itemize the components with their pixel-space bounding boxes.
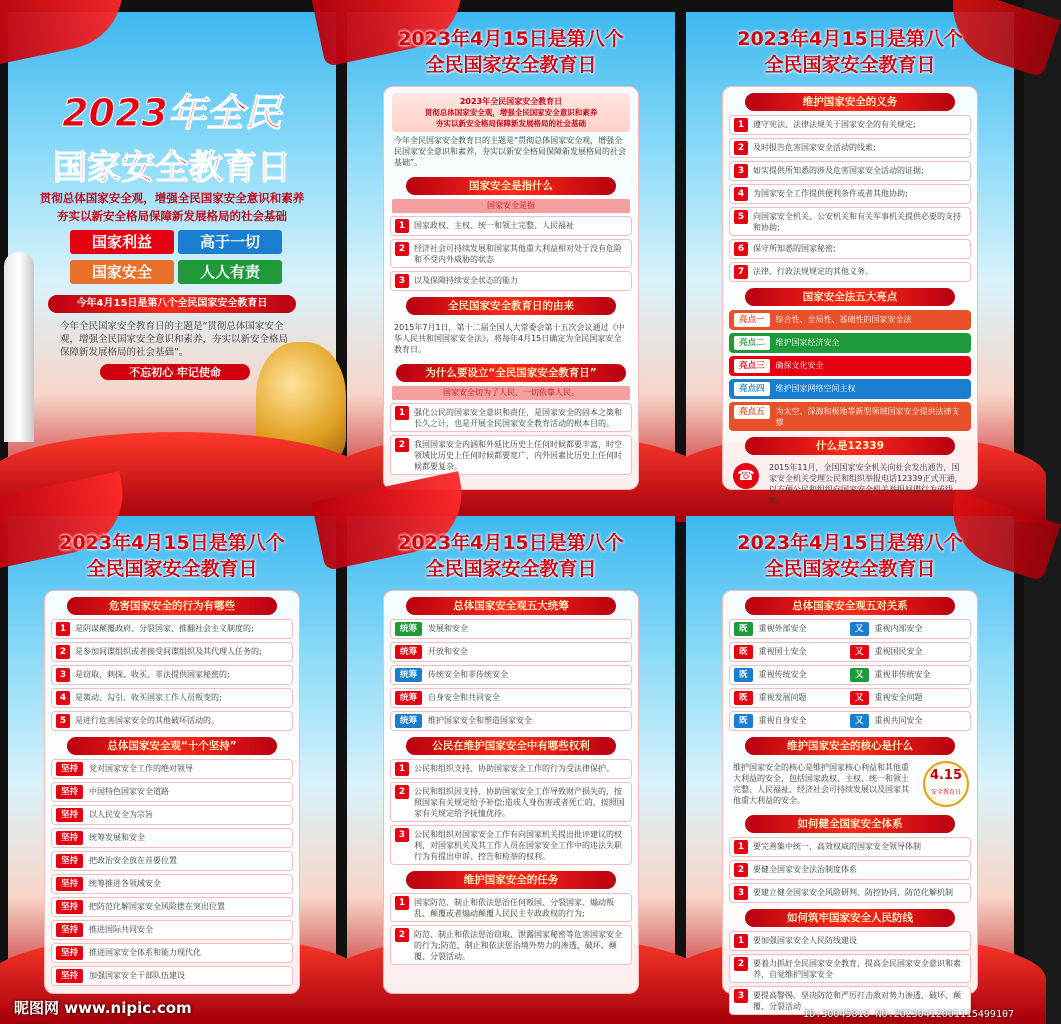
list-item — [729, 239, 971, 259]
item-text: 把防范化解国家安全风险摆在突出位置 — [89, 902, 226, 911]
item-tag: 坚持 — [56, 877, 83, 891]
list-item — [390, 435, 632, 475]
hotline-paragraph: 2015年11月，全国国家安全机关向社会发出通告，国家安全机关受理公民和组织举报电话12339正式开通，以方便公民和组织向国家安全机关举报间谍行为或线索。 — [769, 463, 963, 505]
item-text: 强化公民的国家安全意识和责任，是国家安全的固本之策和长久之计，也是开展全民国家安全教育活动的根本目的。 — [414, 408, 622, 428]
item-number: 3 — [56, 668, 70, 682]
slogan: 不忘初心 牢记使命 — [100, 364, 250, 380]
item-number: 2 — [395, 785, 409, 799]
item-number: 1 — [395, 762, 409, 776]
highlight-text: 维护国家网络空间主权 — [775, 384, 856, 393]
header-line-1: 2023年4月15日是第八个 — [737, 532, 963, 554]
item-number: 3 — [395, 274, 409, 288]
highlight-row-3 — [729, 356, 971, 376]
highlight-row-5 — [729, 402, 971, 431]
content-panel — [722, 590, 978, 1011]
theme-banner-line-3: 夯实以新安全格局保障新发展格局的社会基础 — [436, 119, 586, 128]
board-header — [347, 530, 675, 582]
item-text: 为国家安全工作提供便利条件或者其他协助; — [753, 189, 908, 198]
item-text: 以及保障持续安全状态的能力 — [414, 276, 518, 285]
section-title: 什么是12339 — [745, 437, 955, 455]
item-text: 统筹发展和安全 — [89, 833, 146, 842]
item-text: 是策动、勾引、收买国家工作人员叛变的; — [75, 693, 222, 702]
item-text: 保守所知悉的国家秘密; — [753, 244, 836, 253]
section-title: 危害国家安全的行为有哪些 — [67, 597, 277, 615]
item-tag: 坚持 — [56, 808, 83, 822]
list-item — [390, 759, 632, 779]
item-text: 推进国际共同安全 — [89, 925, 154, 934]
item-text: 是进行危害国家安全的其他破坏活动的。 — [75, 716, 219, 725]
board-header — [8, 530, 336, 582]
item-number: 1 — [395, 896, 409, 910]
item-number: 1 — [734, 840, 748, 854]
header-line-1: 2023年4月15日是第八个 — [398, 532, 624, 554]
highlight-tag: 亮点二 — [734, 336, 770, 350]
section-title: 国家安全是指什么 — [406, 177, 616, 195]
poster-board-5 — [347, 516, 675, 1004]
header-line-2: 全民国家安全教育日 — [425, 558, 597, 580]
item-number: 4 — [734, 187, 748, 201]
relation-right: 重视非传统安全 — [874, 670, 931, 679]
header-line-2: 全民国家安全教育日 — [86, 558, 258, 580]
stamp-badge — [923, 761, 969, 807]
relation-row — [729, 688, 971, 708]
list-item — [51, 897, 293, 917]
relation-row — [729, 665, 971, 685]
list-item — [390, 403, 632, 432]
item-text: 把政治安全放在首要位置 — [89, 856, 178, 865]
section-title: 总体国家安全观“十个坚持” — [67, 737, 277, 755]
item-number: 2 — [56, 645, 70, 659]
relation-right: 重视国民安全 — [874, 647, 923, 656]
section-subtitle: 国家安全是指 — [392, 199, 630, 213]
item-tag: 坚持 — [56, 831, 83, 845]
list-item — [51, 874, 293, 894]
list-item — [729, 954, 971, 983]
tag-ji: 既 — [734, 691, 753, 705]
year-title: 2023年全民 — [62, 91, 282, 135]
tag-you: 又 — [850, 691, 869, 705]
item-text: 防范、制止和依法惩治窃取、泄露国家秘密等危害国家安全的行为;防范、制止和依法惩治境外势力的渗透、破坏、颠覆、分裂活动。 — [414, 930, 622, 961]
item-number: 2 — [734, 957, 748, 971]
image-id-text: ID:30045818 NO:20230412001115499107 — [803, 1009, 1014, 1020]
tag-ji: 既 — [734, 668, 753, 682]
poster-board-6 — [686, 516, 1014, 1011]
item-number: 2 — [734, 863, 748, 877]
item-text: 自身安全和共同安全 — [428, 693, 501, 702]
list-item — [390, 271, 632, 291]
list-item — [390, 665, 632, 685]
badge-national-interest: 国家利益 — [70, 230, 174, 254]
list-item — [729, 184, 971, 204]
item-text: 国家政权、主权、统一和领土完整、人民福祉 — [414, 221, 574, 230]
tag-you: 又 — [850, 645, 869, 659]
highlight-text: 为太空、深海和极地等新型领域国家安全提供法律支撑 — [775, 407, 960, 427]
list-item — [51, 966, 293, 986]
item-tag: 统筹 — [395, 622, 422, 636]
list-item — [390, 642, 632, 662]
header-line-2: 全民国家安全教育日 — [425, 54, 597, 76]
tag-you: 又 — [850, 714, 869, 728]
section-title: 公民在维护国家安全中有哪些权利 — [406, 737, 616, 755]
item-tag: 坚持 — [56, 762, 83, 776]
item-text: 如实提供所知悉的涉及危害国家安全活动的证据; — [753, 166, 924, 175]
item-text: 中国特色国家安全道路 — [89, 787, 170, 796]
item-text: 要建立健全国家安全风险研判、防控协同、防范化解机制 — [753, 888, 953, 897]
item-text: 公民和组织支持、协助国家安全工作的行为受法律保护。 — [414, 764, 614, 773]
highlight-text: 确保文化安全 — [775, 361, 824, 370]
list-item — [729, 860, 971, 880]
item-text: 是参加间谍组织或者接受间谍组织及其代理人任务的; — [75, 647, 262, 656]
section-subtitle: 国家安全切为了人民、一切依靠人民。 — [392, 386, 630, 400]
item-tag: 统筹 — [395, 714, 422, 728]
section-title: 为什么要设立“全民国家安全教育日” — [396, 364, 626, 382]
origin-paragraph: 2015年7月1日，第十二届全国人大常委会第十五次会议通过《中华人民共和国国家安全法》，将每年4月15日确定为全民国家安全教育日。 — [394, 323, 625, 354]
item-tag: 坚持 — [56, 969, 83, 983]
theme-banner-line-1: 2023年全民国家安全教育日 — [459, 97, 563, 106]
item-tag: 统筹 — [395, 645, 422, 659]
list-item — [729, 837, 971, 857]
list-item — [729, 931, 971, 951]
item-number: 4 — [56, 691, 70, 705]
list-item — [390, 925, 632, 965]
subtitle-1: 贯彻总体国家安全观，增强全民国家安全意识和素养 — [39, 191, 305, 205]
list-item — [729, 161, 971, 181]
theme-paragraph: 今年全民国家安全教育日的主题是“贯彻总体国家安全观，增强全民国家安全意识和素养，夯实以新安全格局保障新发展格局的社会基础”。 — [60, 321, 289, 358]
section-title: 维护国家安全的任务 — [406, 871, 616, 889]
list-item — [390, 216, 632, 236]
item-number: 6 — [734, 242, 748, 256]
item-number: 2 — [734, 141, 748, 155]
section-title: 总体国家安全观五大统筹 — [406, 597, 616, 615]
badge-above-all: 高于一切 — [178, 230, 282, 254]
badge-national-security: 国家安全 — [70, 260, 174, 284]
section-title: 如何筑牢国家安全人民防线 — [745, 909, 955, 927]
item-number: 1 — [395, 219, 409, 233]
item-tag: 统筹 — [395, 668, 422, 682]
item-text: 是阴谋颠覆政府、分裂国家、推翻社会主义制度的; — [75, 624, 254, 633]
item-text: 国家防范、制止和依法惩治任何叛国、分裂国家、煽动叛乱、颠覆或者煽动颠覆人民民主专政政权的行为; — [414, 898, 614, 918]
list-item — [729, 883, 971, 903]
item-number: 1 — [734, 118, 748, 132]
list-item — [51, 920, 293, 940]
item-text: 经济社会可持续发展和国家其他重大利益相对处于没有危险和不受内外威胁的状态 — [414, 244, 622, 264]
relation-right: 重视共同安全 — [874, 716, 923, 725]
item-text: 以人民安全为宗旨 — [89, 810, 154, 819]
item-number: 1 — [734, 934, 748, 948]
header-line-1: 2023年4月15日是第八个 — [737, 28, 963, 50]
relation-left: 重视外部安全 — [758, 624, 807, 633]
list-item — [51, 759, 293, 779]
item-text: 党对国家安全工作的绝对领导 — [89, 764, 194, 773]
item-number: 3 — [734, 164, 748, 178]
item-text: 发展和安全 — [428, 624, 469, 633]
item-text: 要着力抓好全民国家安全教育，提高全民国家安全意识和素养，自觉维护国家安全 — [753, 959, 961, 979]
stamp-caption: 安全教育日 — [930, 789, 961, 796]
item-number: 2 — [395, 242, 409, 256]
item-number: 2 — [395, 928, 409, 942]
item-text: 要健全国家安全法治制度体系 — [753, 865, 857, 874]
list-item — [51, 688, 293, 708]
badge-everyone-responsible: 人人有责 — [178, 260, 282, 284]
highlight-row-4 — [729, 379, 971, 399]
highlight-tag: 亮点四 — [734, 382, 770, 396]
red-flag-decoration — [0, 0, 134, 67]
list-item — [729, 115, 971, 135]
section-title: 维护国家安全的义务 — [745, 93, 955, 111]
board-header — [686, 530, 1014, 582]
item-tag: 统筹 — [395, 691, 422, 705]
item-number: 7 — [734, 265, 748, 279]
hotline-block — [723, 459, 977, 509]
relation-row — [729, 711, 971, 731]
list-item — [51, 851, 293, 871]
item-tag: 坚持 — [56, 900, 83, 914]
poster-board-1 — [8, 12, 336, 502]
list-item — [51, 805, 293, 825]
item-number: 5 — [734, 210, 748, 224]
header-line-1: 2023年4月15日是第八个 — [398, 28, 624, 50]
header-line-1: 2023年4月15日是第八个 — [59, 532, 285, 554]
content-panel — [383, 86, 639, 490]
item-text: 开放和安全 — [428, 647, 469, 656]
stamp-number: 4.15 — [929, 768, 963, 783]
list-item — [51, 642, 293, 662]
list-item — [729, 207, 971, 236]
list-item — [390, 619, 632, 639]
theme-banner — [392, 93, 630, 132]
item-text: 要加强国家安全人民防线建设 — [753, 936, 857, 945]
item-number: 5 — [56, 714, 70, 728]
item-text: 是窃取、刺探、收买、非法提供国家秘密的; — [75, 670, 230, 679]
poster-board-2 — [347, 12, 675, 502]
item-tag: 坚持 — [56, 785, 83, 799]
relation-left: 重视传统安全 — [758, 670, 807, 679]
tag-ji: 既 — [734, 645, 753, 659]
content-panel — [44, 590, 300, 994]
list-item — [390, 711, 632, 731]
item-text: 传统安全和非传统安全 — [428, 670, 509, 679]
relation-right: 重视安全问题 — [874, 693, 923, 702]
core-block — [723, 759, 977, 809]
highlight-tag: 亮点三 — [734, 359, 770, 373]
highlight-tag: 亮点一 — [734, 313, 770, 327]
item-number: 3 — [734, 886, 748, 900]
item-number: 3 — [734, 989, 748, 1003]
section-title: 总体国家安全观五对关系 — [745, 597, 955, 615]
section-title: 国家安全法五大亮点 — [745, 288, 955, 306]
item-tag: 坚持 — [56, 946, 83, 960]
relation-left: 重视发展问题 — [758, 693, 807, 702]
highlight-row-2 — [729, 333, 971, 353]
site-watermark: 昵图网 www.nipic.com — [14, 999, 192, 1017]
section-title: 全民国家安全教育日的由来 — [406, 297, 616, 315]
tag-ji: 既 — [734, 622, 753, 636]
board-header — [347, 26, 675, 78]
list-item — [51, 711, 293, 731]
list-item — [51, 665, 293, 685]
core-paragraph: 维护国家安全的核心是维护国家核心利益和其他重大利益的安全，包括国家政权、主权、统一和领土完整、人民福祉、经济社会可持续发展以及国家其他重大利益的安全。 — [733, 763, 909, 805]
list-item — [51, 943, 293, 963]
relation-left: 重视国土安全 — [758, 647, 807, 656]
item-text: 要完善集中统一、高效权威的国家安全领导体制 — [753, 842, 921, 851]
content-panel — [383, 590, 639, 994]
item-text: 及时报告危害国家安全活动的线索; — [753, 143, 876, 152]
item-text: 向国家安全机关、公安机关和有关军事机关提供必要的支持和协助; — [753, 212, 961, 232]
subtitle-2: 夯实以新安全格局保障新发展格局的社会基础 — [57, 209, 287, 223]
section-title: 如何健全国家安全体系 — [745, 815, 955, 833]
item-text: 加强国家安全干部队伍建设 — [89, 971, 186, 980]
tag-you: 又 — [850, 668, 869, 682]
poster-board-4 — [8, 516, 336, 1004]
relation-row — [729, 619, 971, 639]
highlight-text: 维护国家经济安全 — [775, 338, 840, 347]
list-item — [51, 782, 293, 802]
item-text: 公民和组织对国家安全工作有向国家机关提出批评建议的权利，对国家机关及其工作人员在国家安全工作中的违法失职行为有提出申诉、控告和检举的权利。 — [414, 830, 622, 861]
item-text: 公民和组织因支持、协助国家安全工作导致财产损失的，按照国家有关规定给予补偿;造成人身伤害或者死亡的，按照国家有关规定给予抚恤优待。 — [414, 787, 625, 818]
item-text: 遵守宪法、法律法规关于国家安全的有关规定; — [753, 120, 916, 129]
item-number: 1 — [56, 622, 70, 636]
relation-left: 重视自身安全 — [758, 716, 807, 725]
item-tag: 坚持 — [56, 923, 83, 937]
list-item — [390, 782, 632, 822]
item-text: 我国国家安全内涵和外延比历史上任何时候都要丰富，时空领域比历史上任何时候都要宽广，内外因素比历史上任何时候都要复杂。 — [414, 440, 622, 471]
pillar-decoration — [4, 252, 34, 442]
highlight-row-1 — [729, 310, 971, 330]
item-number: 3 — [395, 828, 409, 842]
item-number: 1 — [395, 406, 409, 420]
highlight-tag: 亮点五 — [734, 405, 770, 419]
theme-banner-line-2: 贯彻总体国家安全观，增强全民国家安全意识和素养 — [424, 108, 598, 117]
poster-board-3 — [686, 12, 1014, 505]
list-item — [51, 828, 293, 848]
item-text: 要提高警惕、坚决防范和严厉打击敌对势力渗透、破坏、颠覆、分裂活动 — [753, 991, 961, 1011]
item-tag: 坚持 — [56, 854, 83, 868]
item-text: 统筹推进各领域安全 — [89, 879, 162, 888]
list-item — [51, 619, 293, 639]
item-text: 推进国家安全体系和能力现代化 — [89, 948, 202, 957]
list-item — [729, 262, 971, 282]
relation-row — [729, 642, 971, 662]
intro-paragraph: 今年全民国家安全教育日的主题是“贯彻总体国家安全观，增强全民国家安全意识和素养，夯实以新安全格局保障新发展格局的社会基础”。 — [394, 136, 626, 167]
header-line-2: 全民国家安全教育日 — [764, 558, 936, 580]
list-item — [390, 893, 632, 922]
highlight-text: 综合性、全局性、基础性的国家安全法 — [775, 315, 912, 324]
item-text: 维护国家安全和塑造国家安全 — [428, 716, 533, 725]
header-line-2: 全民国家安全教育日 — [764, 54, 936, 76]
board-header — [686, 26, 1014, 78]
item-number: 2 — [395, 438, 409, 452]
tag-you: 又 — [850, 622, 869, 636]
list-item — [729, 138, 971, 158]
phone-icon: ☎ — [733, 463, 759, 489]
content-panel — [722, 86, 978, 505]
list-item — [390, 688, 632, 708]
item-text: 法律、行政法规规定的其他义务。 — [753, 267, 873, 276]
relation-right: 重视内部安全 — [874, 624, 923, 633]
tag-ji: 既 — [734, 714, 753, 728]
list-item — [390, 825, 632, 865]
main-title: 国家安全教育日 — [53, 148, 291, 188]
date-banner: 今年4月15日是第八个全民国家安全教育日 — [48, 295, 296, 313]
list-item — [390, 239, 632, 268]
section-title: 维护国家安全的核心是什么 — [745, 737, 955, 755]
